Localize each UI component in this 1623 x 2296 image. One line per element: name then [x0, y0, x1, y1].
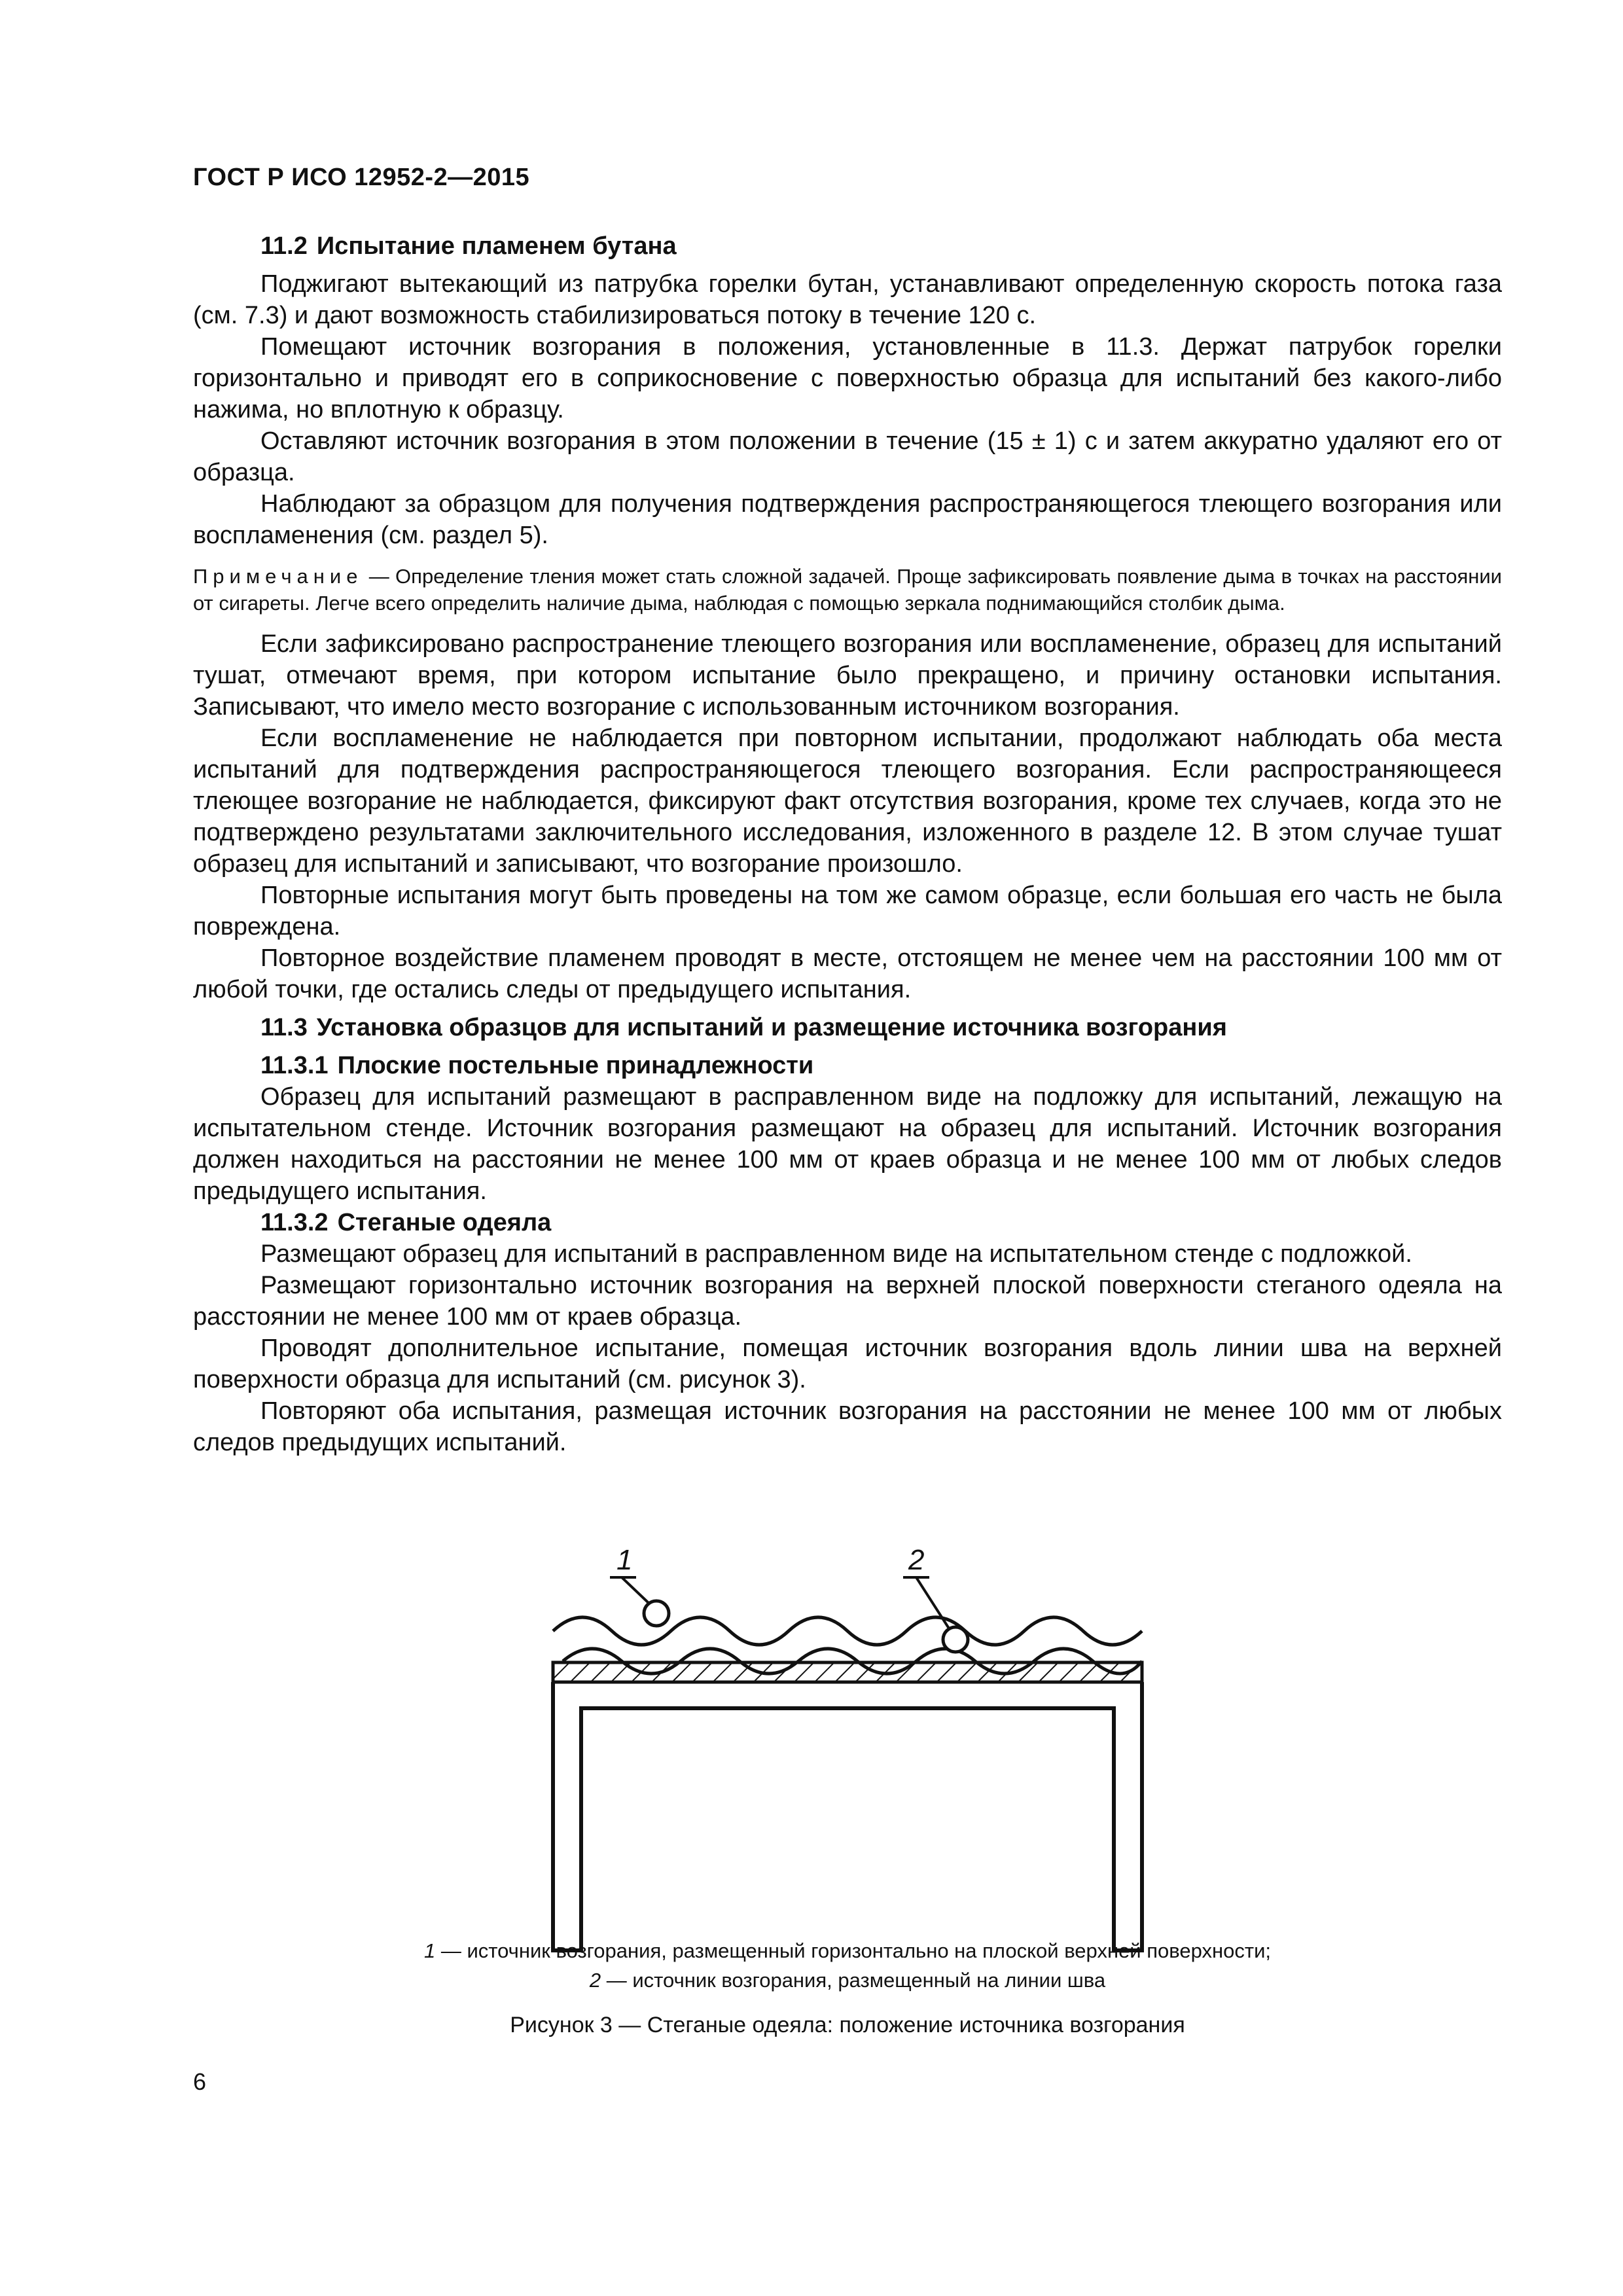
paragraph: Поджигают вытекающий из патрубка горелки бутан, устанавливают определенную скорость потока газа (см. 7.3) и дают возможность стабилизироваться потоку в течение 120 с.	[193, 270, 1502, 329]
heading-number: 11.3	[260, 1014, 308, 1041]
heading-title: Плоские постельные принадлежности	[337, 1052, 814, 1079]
heading-11-3-2	[193, 1207, 1502, 1238]
figure-legend-line-1	[193, 1937, 1502, 1965]
note-text: — Определение тления может стать сложной задачей. Проще зафиксировать появление дыма в точках на расстоянии от сигареты. Легче всего определить наличие дыма, наблюдая с помощью зеркала поднимающийся столбик дыма.	[193, 565, 1502, 615]
paragraph: Повторное воздействие пламенем проводят в месте, отстоящем не менее чем на расстоянии 100 мм от любой точки, где остались следы от предыдущего испытания.	[193, 944, 1502, 1003]
figure-legend-line-2	[193, 1967, 1502, 1994]
heading-title: Установка образцов для испытаний и размещение источника возгорания	[316, 1014, 1227, 1041]
paragraph: Повторные испытания могут быть проведены на том же самом образце, если большая его часть не была повреждена.	[193, 882, 1502, 941]
paragraph: Повторяют оба испытания, размещая источник возгорания на расстоянии не менее 100 мм от любых следов предыдущих испытаний.	[193, 1397, 1502, 1456]
legend-number: 2	[589, 1969, 601, 1992]
note-label: Примечание	[193, 565, 363, 588]
heading-number: 11.3.1	[260, 1052, 329, 1079]
paragraph: Оставляют источник возгорания в этом положении в течение (15 ± 1) с и затем аккуратно удаляют его от образца.	[193, 427, 1502, 486]
ignition-source-2-icon	[943, 1627, 968, 1652]
heading-11-3-1	[193, 1050, 1502, 1081]
paragraph: Проводят дополнительное испытание, помещая источник возгорания вдоль линии шва на верхней поверхности образца для испытаний (см. рисунок 3).	[193, 1335, 1502, 1393]
heading-number: 11.2	[260, 232, 308, 260]
paragraph: Помещают источник возгорания в положения, установленные в 11.3. Держат патрубок горелки горизонтально и приводят его в соприкосновение с поверхностью образца для испытаний без какого-либо нажима, но вплотную к образцу.	[193, 333, 1502, 423]
figure-caption: Рисунок 3 — Стеганые одеяла: положение источника возгорания	[510, 2013, 1185, 2037]
legend-text: — источник возгорания, размещенный на линии шва	[601, 1969, 1106, 1992]
paragraph: Если зафиксировано распространение тлеющего возгорания или воспламенение, образец для испытаний тушат, отмечают время, при котором испытание было прекращено, и причину остановки испытания. Записывают, что имело место возгорание с использованным источником возгорания.	[193, 630, 1502, 721]
paragraph: Размещают горизонтально источник возгорания на верхней плоской поверхности стеганого одеяла на расстоянии не менее 100 мм от краев образца.	[193, 1272, 1502, 1331]
page-number: 6	[193, 2068, 207, 2095]
ignition-source-1-icon	[644, 1601, 669, 1626]
section-11-2	[193, 230, 1502, 1458]
paragraph: Наблюдают за образцом для получения подтверждения распространяющегося тлеющего возгорания или воспламенения (см. раздел 5).	[193, 490, 1502, 549]
legend-text: — источник возгорания, размещенный горизонтально на плоской верхней поверхности;	[435, 1939, 1272, 1962]
figure-3-quilt-diagram	[537, 1532, 1158, 1964]
legend-number: 1	[423, 1939, 436, 1962]
heading-number: 11.3.2	[260, 1209, 329, 1236]
leader-line-1	[622, 1577, 649, 1604]
paragraph: Образец для испытаний размещают в расправленном виде на подложку для испытаний, лежащую на испытательном стенде. Источник возгорания размещают на образец для испытаний. Источник возгорания должен находиться на расстоянии не менее 100 мм от краев образца и не менее 100 мм от любых следов предыдущего испытания.	[193, 1083, 1502, 1205]
heading-11-2	[193, 230, 1502, 262]
heading-title: Стеганые одеяла	[337, 1209, 552, 1236]
substrate-layer	[553, 1662, 1142, 1682]
figure-label-2: 2	[908, 1544, 925, 1576]
paragraph: Размещают образец для испытаний в расправленном виде на испытательном стенде с подложкой.	[260, 1240, 1412, 1268]
paragraph: Если воспламенение не наблюдается при повторном испытании, продолжают наблюдать оба места испытаний для подтверждения распространяющегося тлеющего возгорания. Если распространяющееся тлеющее возгорание не наблюдается, фиксируют факт отсутствия возгорания, кроме тех случаев, когда это не подтверждено результатами заключительного исследования, изложенного в разделе 12. В этом случае тушат образец для испытаний и записывают, что возгорание произошло.	[193, 725, 1502, 878]
quilt-top-surface	[553, 1617, 1142, 1645]
running-head: ГОСТ Р ИСО 12952-2—2015	[193, 164, 530, 191]
heading-title: Испытание пламенем бутана	[316, 232, 677, 260]
heading-11-3	[193, 1012, 1502, 1043]
figure-label-1: 1	[616, 1544, 633, 1576]
quilt-diagram-svg	[537, 1532, 1158, 1964]
note	[193, 563, 1502, 617]
test-rig-frame	[553, 1682, 1142, 1950]
